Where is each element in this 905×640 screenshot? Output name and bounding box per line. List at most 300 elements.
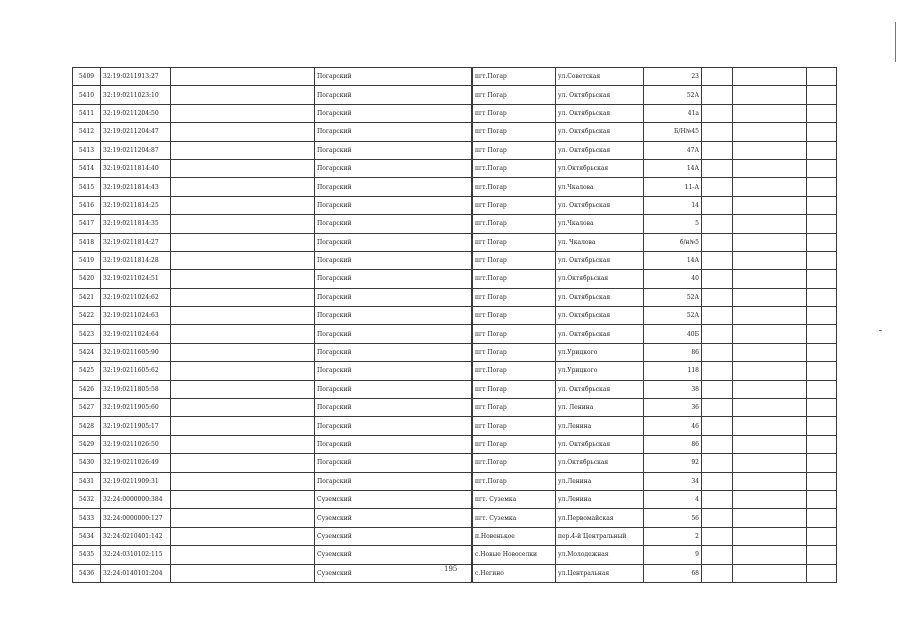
blank-cell-cell [807,417,837,435]
table-row [73,159,837,177]
house-number-cell: 46 [644,417,702,435]
street-name-cell: ул. Октябрьская [556,141,644,159]
cadastral-number-cell: 32:19:0211913:27 [101,68,171,86]
street-name-cell: ул.Первомайская [556,509,644,527]
house-number-cell: 40 [644,270,702,288]
table-row [73,454,837,472]
record-number-cell: 5419 [73,251,101,269]
blank-cell-cell [702,270,733,288]
district-name-cell: Погарский [315,251,472,269]
table-row [73,509,837,527]
blank-cell-cell [171,141,315,159]
record-number-cell: 5430 [73,454,101,472]
blank-cell-cell [733,417,807,435]
blank-cell-cell [807,472,837,490]
blank-cell-cell [807,104,837,122]
street-name-cell: ул. Чкалова [556,233,644,251]
blank-cell-cell [807,141,837,159]
settlement-name-cell: пгт Погар [473,123,556,141]
blank-cell-cell [171,564,315,582]
table-row [73,178,837,196]
record-number-cell: 5432 [73,490,101,508]
blank-cell-cell [807,123,837,141]
property-registry-table [72,67,837,583]
record-number-cell: 5423 [73,325,101,343]
blank-cell-cell [171,86,315,104]
house-number-cell: 14А [644,159,702,177]
table-row [73,233,837,251]
blank-cell-cell [171,307,315,325]
cadastral-number-cell: 32:19:0211909:31 [101,472,171,490]
house-number-cell: 34 [644,472,702,490]
house-number-cell: 86 [644,435,702,453]
table-row [73,104,837,122]
house-number-cell: 5 [644,215,702,233]
blank-cell-cell [733,325,807,343]
house-number-cell: 86 [644,343,702,361]
blank-cell-cell [733,343,807,361]
blank-cell-cell [807,196,837,214]
blank-cell-cell [807,251,837,269]
blank-cell-cell [733,380,807,398]
house-number-cell: 68 [644,564,702,582]
blank-cell-cell [807,233,837,251]
blank-cell-cell [171,251,315,269]
street-name-cell: ул. Октябрьская [556,104,644,122]
house-number-cell: 40Б [644,325,702,343]
blank-cell-cell [733,141,807,159]
table-row [73,288,837,306]
blank-cell-cell [702,196,733,214]
street-name-cell: ул.Урицкого [556,343,644,361]
blank-cell-cell [702,527,733,545]
blank-cell-cell [733,270,807,288]
street-name-cell: ул. Октябрьская [556,288,644,306]
district-name-cell: Погарский [315,178,472,196]
blank-cell-cell [733,307,807,325]
blank-cell-cell [171,196,315,214]
blank-cell-cell [733,251,807,269]
table-row [73,215,837,233]
street-name-cell: ул. Октябрьская [556,123,644,141]
record-number-cell: 5417 [73,215,101,233]
cadastral-number-cell: 32:19:0211805:58 [101,380,171,398]
blank-cell-cell [807,215,837,233]
record-number-cell: 5422 [73,307,101,325]
settlement-name-cell: пгт Погар [473,325,556,343]
blank-cell-cell [702,178,733,196]
house-number-cell: 47А [644,141,702,159]
cadastral-number-cell: 32:19:0211026:49 [101,454,171,472]
settlement-name-cell: пгт Погар [473,435,556,453]
cadastral-number-cell: 32:19:0211814:28 [101,251,171,269]
blank-cell-cell [807,435,837,453]
record-number-cell: 5424 [73,343,101,361]
district-name-cell: Погарский [315,233,472,251]
blank-cell-cell [702,68,733,86]
district-name-cell: Погарский [315,325,472,343]
street-name-cell: ул. Октябрьская [556,325,644,343]
registry-sheet [72,67,837,583]
table-row [73,86,837,104]
blank-cell-cell [807,546,837,564]
record-number-cell: 5412 [73,123,101,141]
district-name-cell: Погарский [315,454,472,472]
table-row [73,123,837,141]
cadastral-number-cell: 32:19:0211026:50 [101,435,171,453]
cadastral-number-cell: 32:19:0211024:62 [101,288,171,306]
district-name-cell: Погарский [315,399,472,417]
blank-cell-cell [807,86,837,104]
blank-cell-cell [807,380,837,398]
blank-cell-cell [807,564,837,582]
street-name-cell: ул. Октябрьская [556,307,644,325]
house-number-cell: 11-А [644,178,702,196]
street-name-cell: ул. Октябрьская [556,196,644,214]
street-name-cell: ул. Октябрьская [556,380,644,398]
district-name-cell: Погарский [315,343,472,361]
settlement-name-cell: пгт Погар [473,417,556,435]
blank-cell-cell [702,380,733,398]
cadastral-number-cell: 32:19:0211023:10 [101,86,171,104]
blank-cell-cell [733,546,807,564]
street-name-cell: ул.Советская [556,68,644,86]
district-name-cell: Погарский [315,215,472,233]
blank-cell-cell [171,527,315,545]
cadastral-number-cell: 32:24:0140101:204 [101,564,171,582]
blank-cell-cell [807,307,837,325]
blank-cell-cell [733,68,807,86]
district-name-cell: Погарский [315,380,472,398]
blank-cell-cell [733,399,807,417]
house-number-cell: 92 [644,454,702,472]
scan-edge-mark [895,22,896,62]
blank-cell-cell [702,307,733,325]
blank-cell-cell [171,215,315,233]
district-name-cell: Погарский [315,68,472,86]
record-number-cell: 5429 [73,435,101,453]
blank-cell-cell [702,564,733,582]
blank-cell-cell [702,288,733,306]
street-name-cell: ул. Ленина [556,399,644,417]
settlement-name-cell: пгт Погар [473,196,556,214]
table-row [73,325,837,343]
blank-cell-cell [702,546,733,564]
settlement-name-cell: пгт.Погар [473,270,556,288]
blank-cell-cell [702,325,733,343]
blank-cell-cell [702,417,733,435]
street-name-cell: ул. Октябрьская [556,86,644,104]
district-name-cell: Погарский [315,270,472,288]
settlement-name-cell: пгт Погар [473,104,556,122]
street-name-cell: ул.Ленина [556,417,644,435]
district-name-cell: Суземский [315,546,472,564]
blank-cell-cell [807,343,837,361]
house-number-cell: б/н№5 [644,233,702,251]
cadastral-number-cell: 32:19:0211204:47 [101,123,171,141]
blank-cell-cell [702,472,733,490]
house-number-cell: 36 [644,399,702,417]
blank-cell-cell [702,435,733,453]
cadastral-number-cell: 32:19:0211814:40 [101,159,171,177]
table-row [73,68,837,86]
blank-cell-cell [733,288,807,306]
house-number-cell: 23 [644,68,702,86]
settlement-name-cell: пгт.Погар [473,159,556,177]
record-number-cell: 5411 [73,104,101,122]
settlement-name-cell: с.Новые Новоселки [473,546,556,564]
district-name-cell: Погарский [315,307,472,325]
blank-cell-cell [171,123,315,141]
record-number-cell: 5427 [73,399,101,417]
blank-cell-cell [807,178,837,196]
table-row [73,307,837,325]
settlement-name-cell: пгт.Погар [473,454,556,472]
district-name-cell: Суземский [315,509,472,527]
street-name-cell: ул.Ленина [556,472,644,490]
blank-cell-cell [171,343,315,361]
blank-cell-cell [171,270,315,288]
blank-cell-cell [807,270,837,288]
settlement-name-cell: пгт Погар [473,288,556,306]
table-row [73,380,837,398]
record-number-cell: 5420 [73,270,101,288]
blank-cell-cell [807,325,837,343]
record-number-cell: 5434 [73,527,101,545]
street-name-cell: ул.Октябрьская [556,159,644,177]
blank-cell-cell [807,159,837,177]
blank-cell-cell [171,509,315,527]
cadastral-number-cell: 32:19:0211605:62 [101,362,171,380]
settlement-name-cell: пгт.Погар [473,178,556,196]
blank-cell-cell [702,343,733,361]
settlement-name-cell: пгт. Суземка [473,490,556,508]
cadastral-number-cell: 32:24:0210401:142 [101,527,171,545]
blank-cell-cell [171,380,315,398]
house-number-cell: 118 [644,362,702,380]
blank-cell-cell [733,527,807,545]
street-name-cell: ул. Октябрьская [556,435,644,453]
page-number: 195 [444,565,458,573]
blank-cell-cell [702,399,733,417]
settlement-name-cell: пгт Погар [473,307,556,325]
settlement-name-cell: пгт.Погар [473,362,556,380]
cadastral-number-cell: 32:19:0211605:90 [101,343,171,361]
table-row [73,417,837,435]
record-number-cell: 5431 [73,472,101,490]
street-name-cell: ул.Октябрьская [556,454,644,472]
record-number-cell: 5410 [73,86,101,104]
settlement-name-cell: пгт Погар [473,399,556,417]
record-number-cell: 5426 [73,380,101,398]
record-number-cell: 5415 [73,178,101,196]
district-name-cell: Погарский [315,472,472,490]
blank-cell-cell [702,104,733,122]
blank-cell-cell [733,178,807,196]
table-row [73,546,837,564]
district-name-cell: Погарский [315,362,472,380]
district-name-cell: Суземский [315,527,472,545]
record-number-cell: 5435 [73,546,101,564]
district-name-cell: Погарский [315,104,472,122]
blank-cell-cell [807,527,837,545]
blank-cell-cell [807,454,837,472]
blank-cell-cell [702,123,733,141]
blank-cell-cell [171,546,315,564]
blank-cell-cell [733,196,807,214]
district-name-cell: Погарский [315,123,472,141]
blank-cell-cell [702,233,733,251]
street-name-cell: ул.Урицкого [556,362,644,380]
table-row [73,362,837,380]
table-row [73,141,837,159]
district-name-cell: Погарский [315,141,472,159]
blank-cell-cell [733,472,807,490]
settlement-name-cell: п.Новенькое [473,527,556,545]
blank-cell-cell [702,86,733,104]
blank-cell-cell [171,68,315,86]
settlement-name-cell: пгт.Погар [473,215,556,233]
blank-cell-cell [702,141,733,159]
settlement-name-cell: пгт Погар [473,380,556,398]
cadastral-number-cell: 32:19:0211814:25 [101,196,171,214]
record-number-cell: 5433 [73,509,101,527]
blank-cell-cell [807,288,837,306]
house-number-cell: 52А [644,307,702,325]
blank-cell-cell [733,454,807,472]
blank-cell-cell [702,490,733,508]
blank-cell-cell [733,233,807,251]
table-row [73,196,837,214]
scan-edge-mark [879,330,882,331]
record-number-cell: 5409 [73,68,101,86]
cadastral-number-cell: 32:19:0211024:63 [101,307,171,325]
blank-cell-cell [807,509,837,527]
district-name-cell: Погарский [315,159,472,177]
record-number-cell: 5416 [73,196,101,214]
blank-cell-cell [702,454,733,472]
district-name-cell: Погарский [315,288,472,306]
table-row [73,435,837,453]
blank-cell-cell [733,123,807,141]
street-name-cell: пер.4-й Центральный [556,527,644,545]
house-number-cell: 52А [644,86,702,104]
settlement-name-cell: пгт.Погар [473,472,556,490]
blank-cell-cell [733,564,807,582]
blank-cell-cell [171,233,315,251]
blank-cell-cell [171,178,315,196]
record-number-cell: 5413 [73,141,101,159]
blank-cell-cell [171,417,315,435]
blank-cell-cell [702,215,733,233]
house-number-cell: 56 [644,509,702,527]
cadastral-number-cell: 32:19:0211204:50 [101,104,171,122]
district-name-cell: Погарский [315,417,472,435]
record-number-cell: 5421 [73,288,101,306]
record-number-cell: 5428 [73,417,101,435]
street-name-cell: ул.Октябрьская [556,270,644,288]
house-number-cell: 2 [644,527,702,545]
cadastral-number-cell: 32:19:0211905:17 [101,417,171,435]
blank-cell-cell [171,159,315,177]
district-name-cell: Суземский [315,490,472,508]
house-number-cell: 9 [644,546,702,564]
table-row [73,472,837,490]
house-number-cell: 14А [644,251,702,269]
district-name-cell: Погарский [315,435,472,453]
settlement-name-cell: пгт Погар [473,251,556,269]
settlement-name-cell: пгт Погар [473,141,556,159]
table-row [73,343,837,361]
cadastral-number-cell: 32:19:0211814:43 [101,178,171,196]
street-name-cell: ул.Чкалова [556,215,644,233]
blank-cell-cell [702,509,733,527]
cadastral-number-cell: 32:19:0211024:64 [101,325,171,343]
district-name-cell: Суземский [315,564,472,582]
blank-cell-cell [733,435,807,453]
district-name-cell: Погарский [315,196,472,214]
cadastral-number-cell: 32:19:0211204:87 [101,141,171,159]
cadastral-number-cell: 32:19:0211814:35 [101,215,171,233]
settlement-name-cell: пгт.Погар [473,68,556,86]
blank-cell-cell [733,490,807,508]
blank-cell-cell [702,159,733,177]
street-name-cell: ул.Молодежная [556,546,644,564]
street-name-cell: ул.Чкалова [556,178,644,196]
blank-cell-cell [171,435,315,453]
blank-cell-cell [733,159,807,177]
record-number-cell: 5436 [73,564,101,582]
blank-cell-cell [171,454,315,472]
table-row [73,399,837,417]
settlement-name-cell: с.Негино [473,564,556,582]
blank-cell-cell [733,215,807,233]
house-number-cell: 41а [644,104,702,122]
blank-cell-cell [171,325,315,343]
cadastral-number-cell: 32:19:0211905:60 [101,399,171,417]
house-number-cell: 38 [644,380,702,398]
blank-cell-cell [171,104,315,122]
blank-cell-cell [733,362,807,380]
blank-cell-cell [171,490,315,508]
blank-cell-cell [733,86,807,104]
record-number-cell: 5414 [73,159,101,177]
table-row [73,490,837,508]
blank-cell-cell [807,490,837,508]
street-name-cell: ул.Центральная [556,564,644,582]
house-number-cell: 52А [644,288,702,306]
cadastral-number-cell: 32:19:0211024:51 [101,270,171,288]
street-name-cell: ул.Ленина [556,490,644,508]
settlement-name-cell: пгт. Суземка [473,509,556,527]
settlement-name-cell: пгт Погар [473,86,556,104]
record-number-cell: 5425 [73,362,101,380]
district-name-cell: Погарский [315,86,472,104]
blank-cell-cell [171,288,315,306]
blank-cell-cell [807,362,837,380]
street-name-cell: ул. Октябрьская [556,251,644,269]
registry-body [73,68,837,583]
settlement-name-cell: пгт Погар [473,343,556,361]
house-number-cell: 4 [644,490,702,508]
blank-cell-cell [702,251,733,269]
blank-cell-cell [807,399,837,417]
blank-cell-cell [733,104,807,122]
blank-cell-cell [171,472,315,490]
house-number-cell: 14 [644,196,702,214]
table-row [73,251,837,269]
table-row [73,527,837,545]
